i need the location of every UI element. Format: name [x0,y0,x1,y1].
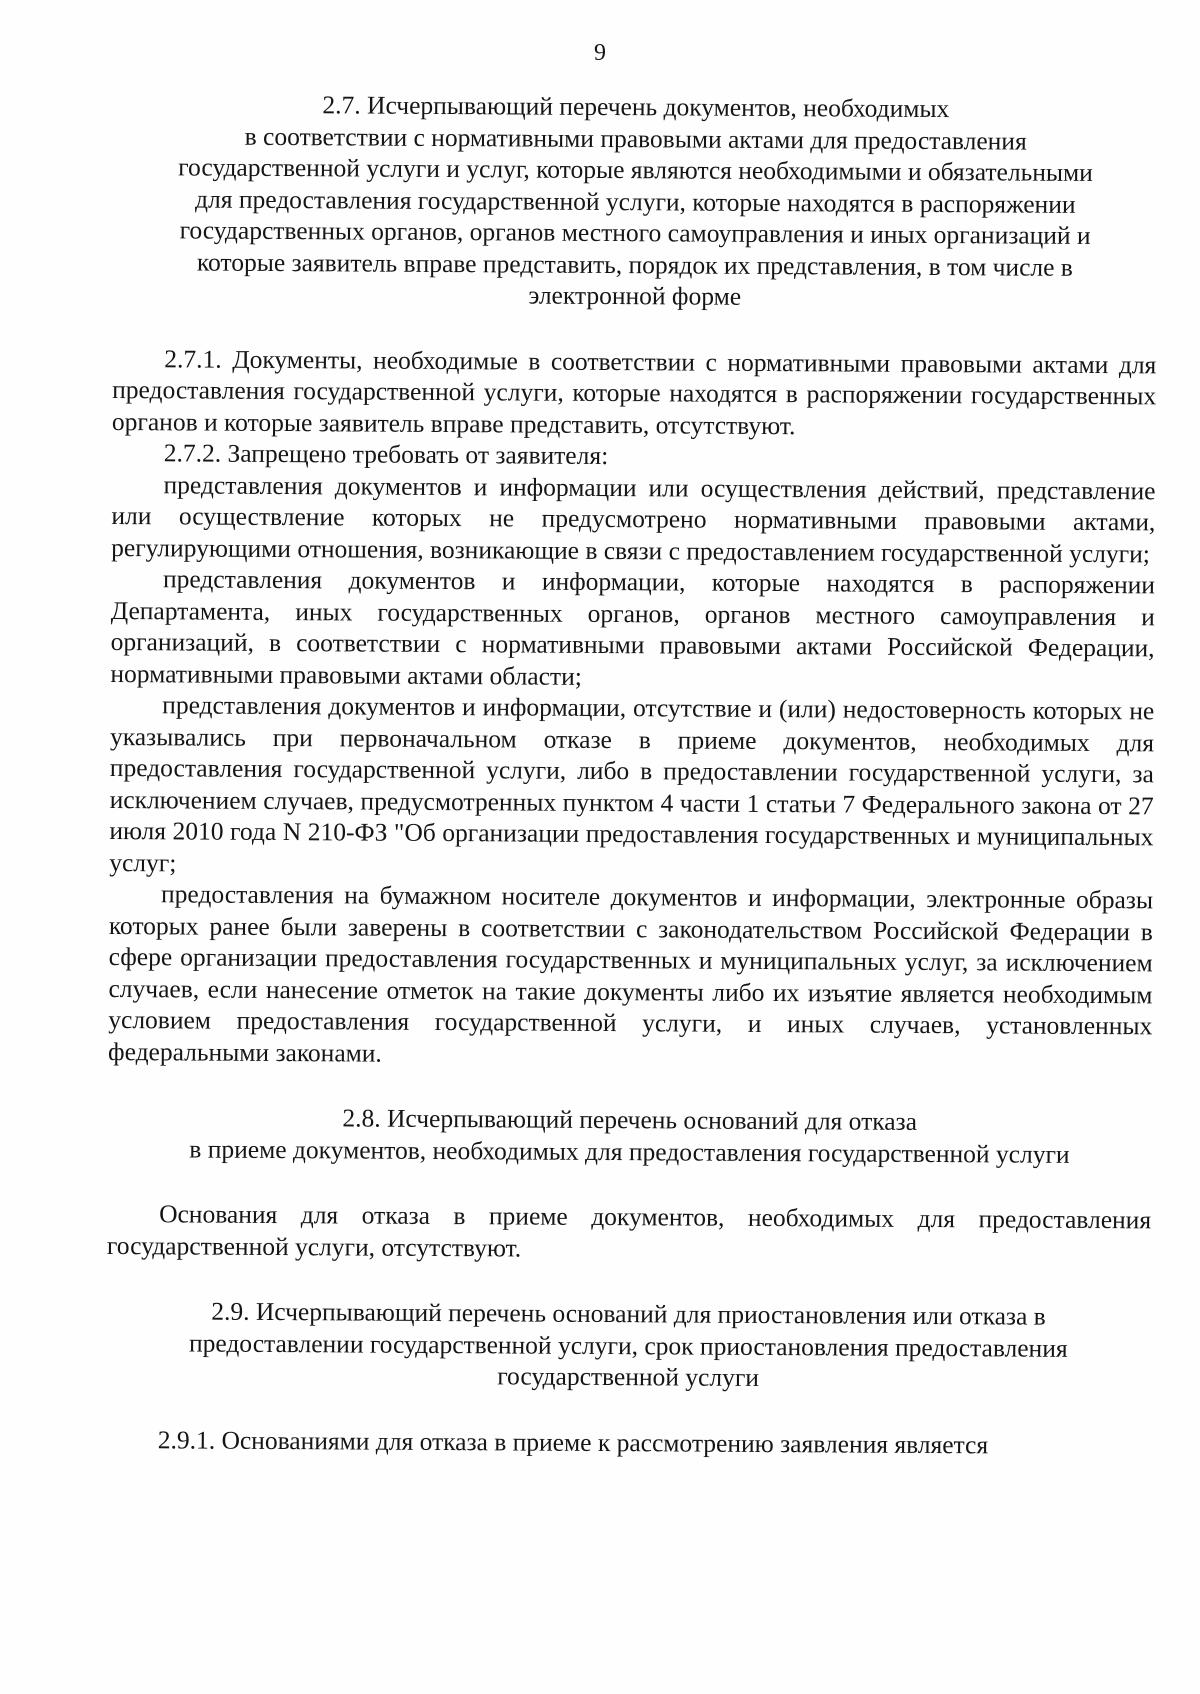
section-2-8-heading [107,1101,1151,1170]
list-item-requirement-4: предоставления на бумажном носителе документов и информации, электронные образы которых ранее были заверены в соответствии с законодательством Российской Федерации в сфере организации предоставления государственных и муниципальных услуг, за исключением случаев, если нанесение отметок на такие документы либо их изъятие является необходимым условием предоставления государственной услуги, и иных случаев, установленных федеральными законами. [108,879,1154,1068]
heading-line: в соответствии с нормативными правовыми актами для предоставления [244,121,1027,156]
list-item-requirement-2: представления документов и информации, которые находятся в распоряжении Департамента, иных государственных органов, органов местного самоуправления и организаций, в соответствии с нормативными правовыми актами Российской Федерации, нормативными правовыми актами области; [110,564,1156,691]
paragraph-2-8: Основания для отказа в приеме документов, необходимых для предоставления государственной услуги, отсутствуют. [106,1199,1152,1263]
heading-line: которые заявитель вправе представить, порядок их представления, в том числе в [196,247,1073,282]
heading-line: электронной форме [528,280,742,311]
heading-line: государственной услуги [497,1361,760,1392]
section-2-9-heading [106,1295,1151,1396]
section-2-7-heading [113,88,1158,315]
heading-line: 2.8. Исчерпывающий перечень оснований для отказа [342,1103,918,1136]
list-item-requirement-1: представления документов и информации или осуществления действий, представление или осуществление которых не предусмотрено нормативными правовыми актами, регулирующими отношения, возникающие в связи с предоставлением государственной услуги; [111,469,1156,568]
heading-line: государственной услуги и услуг, которые являются необходимыми и обязательными [178,152,1093,187]
page-number: 9 [594,40,606,66]
paragraph-2-9-1: 2.9.1. Основаниями для отказа в приеме к рассмотрению заявления является [157,1424,989,1459]
heading-line: 2.7. Исчерпывающий перечень документов, необходимых [322,90,950,124]
paragraph-2-7-1: 2.7.1. Документы, необходимые в соответствии с нормативными правовыми актами для предоставления государственной услуги, которые находятся в распоряжении государственных органов и которые заявитель вправе представить, отсутствуют. [111,343,1157,440]
heading-line: для предоставления государственной услуги, которые находятся в распоряжении [194,183,1076,219]
paragraph-2-7-2: 2.7.2. Запрещено требовать от заявителя: [163,438,609,471]
heading-line: 2.9. Исчерпывающий перечень оснований для приостановления или отказа в [211,1296,1046,1331]
page-content [106,88,1158,1461]
heading-line: в приеме документов, необходимых для предоставления государственной услуги [189,1133,1070,1169]
heading-line: предоставлении государственной услуги, срок приостановления предоставления [188,1327,1068,1363]
list-item-requirement-3: представления документов и информации, отсутствие и (или) недостоверность которых не указывались при первоначальном отказе в приеме документов, необходимых для предоставления государственной услуги, либо в предоставлении государственной услуги, за исключением случаев, предусмотренных пунктом 4 части 1 статьи 7 Федерального закона от 27 июля 2010 года N 210-ФЗ "Об организации предоставления государственных и муниципальных услуг; [109,690,1155,877]
heading-line: государственных органов, органов местного самоуправления и иных организаций и [179,215,1091,250]
